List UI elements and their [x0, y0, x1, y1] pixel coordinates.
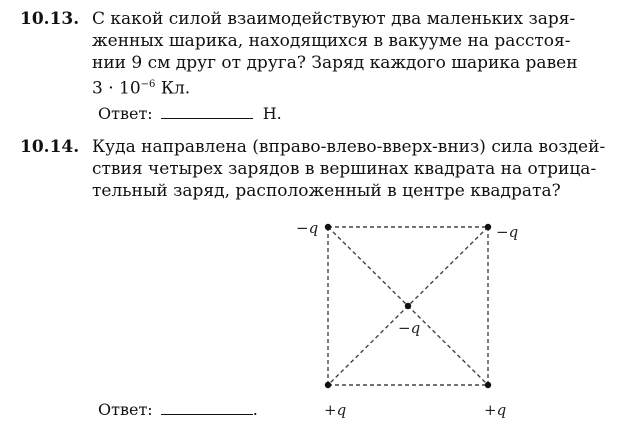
problem-number: 10.13. — [20, 9, 80, 29]
charge-base: 3 · 10 — [92, 78, 141, 99]
charge-unit: Кл. — [155, 78, 191, 99]
answer-unit: Н. — [262, 104, 282, 123]
text-line: женных шарика, находящихся в вакууме на расстоя- — [92, 31, 571, 51]
charges-square-diagram — [280, 215, 540, 425]
answer-row — [98, 104, 282, 124]
answer-blank[interactable] — [161, 402, 253, 415]
problem-text — [92, 8, 612, 100]
problem-number: 10.14. — [20, 137, 80, 157]
charge-label-center: −q — [398, 319, 421, 337]
answer-label: Ответ: — [98, 104, 153, 123]
charge-dot-top-right — [485, 224, 491, 230]
text-line: нии 9 см друг от друга? Заряд каждого шарика равен — [92, 53, 578, 73]
charge-dot-center — [405, 303, 411, 309]
answer-label: Ответ: — [98, 400, 153, 419]
answer-period: . — [252, 400, 258, 419]
charge-label-top-right: −q — [496, 223, 519, 241]
text-line: С какой силой взаимодействуют два маленьких заря- — [92, 9, 576, 29]
charge-label-bottom-right: +q — [484, 401, 507, 419]
charge-exponent: −6 — [140, 79, 156, 90]
answer-blank[interactable] — [161, 106, 253, 119]
charge-dot-top-left — [325, 224, 331, 230]
text-line: тельный заряд, расположенный в центре квадрата? — [92, 181, 561, 201]
text-line: ствия четырех зарядов в вершинах квадрата на отрица- — [92, 159, 597, 179]
charge-value — [92, 74, 612, 100]
problem-text — [92, 136, 612, 202]
text-line: Куда направлена (вправо-влево-вверх-вниз) сила воздей- — [92, 137, 606, 157]
charge-dot-bottom-left — [325, 382, 331, 388]
charge-label-top-left: −q — [296, 219, 319, 237]
charge-label-bottom-left: +q — [324, 401, 347, 419]
answer-row — [98, 400, 258, 420]
charge-dot-bottom-right — [485, 382, 491, 388]
